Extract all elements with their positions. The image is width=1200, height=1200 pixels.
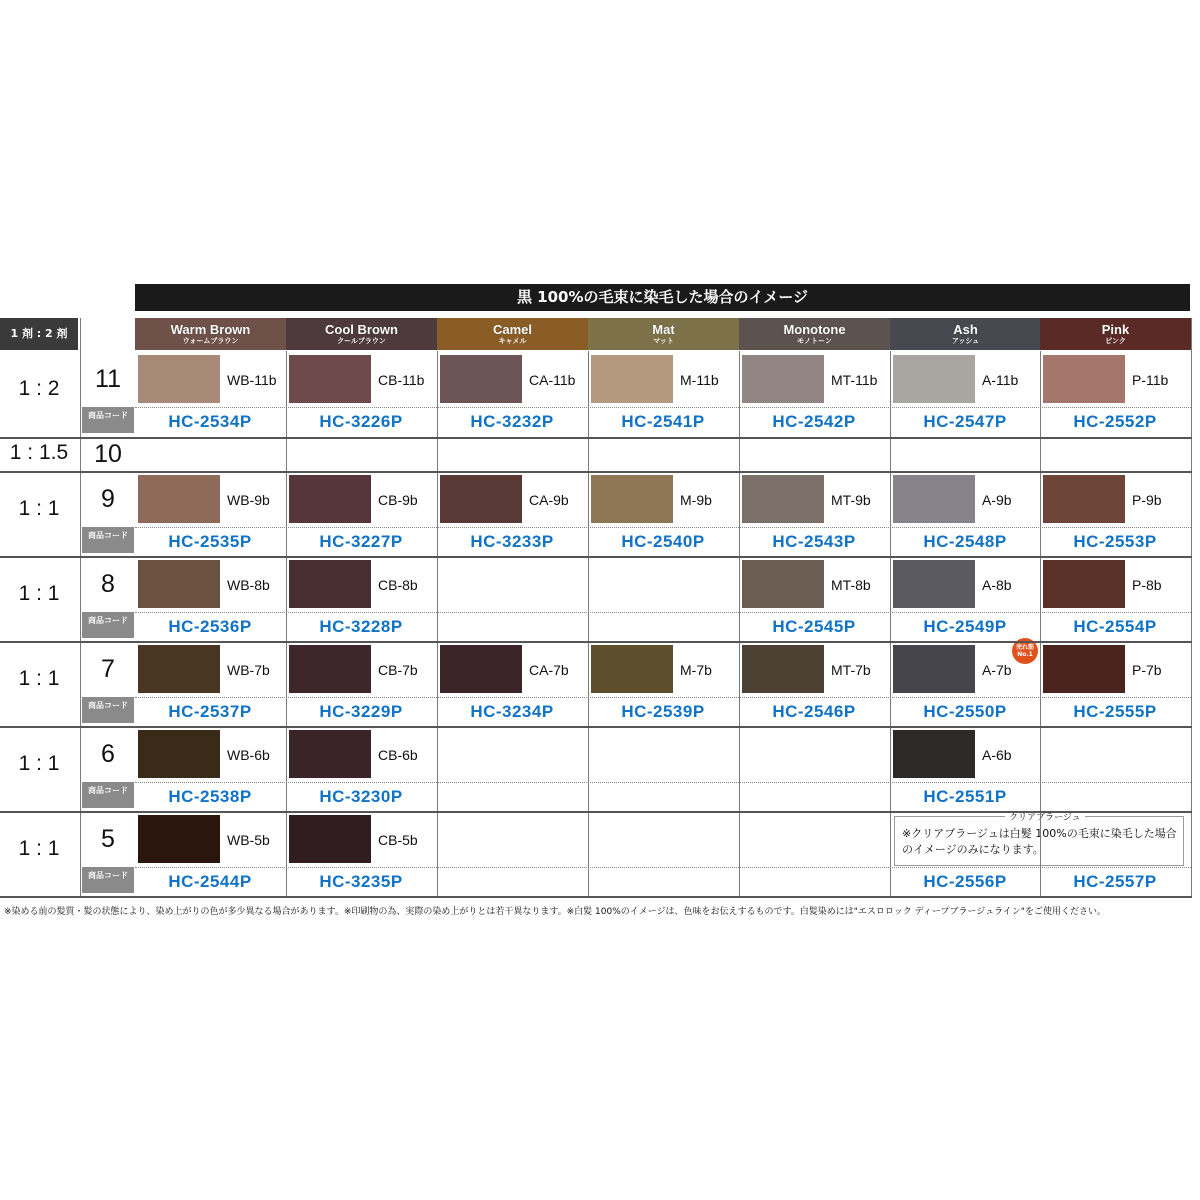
hair-swatch — [289, 815, 371, 863]
level-label: 8 — [101, 570, 115, 598]
hair-swatch — [742, 560, 824, 608]
clear-note-title: クリアブラージュ — [1005, 810, 1085, 823]
product-code: HC-2556P — [923, 872, 1007, 891]
shade-name: M-9b — [680, 492, 712, 508]
product-code: HC-2538P — [168, 787, 252, 806]
column-header — [135, 318, 286, 350]
column-header-jp: アッシュ — [951, 337, 980, 345]
shade-name: MT-7b — [831, 662, 871, 678]
product-code: HC-2552P — [1073, 412, 1157, 431]
code-label-badge: 商品コード — [82, 867, 134, 893]
product-code: HC-3232P — [470, 412, 554, 431]
hair-swatch — [289, 560, 371, 608]
hair-swatch — [138, 355, 220, 403]
level-label: 7 — [101, 655, 115, 683]
shade-name: CA-7b — [529, 662, 569, 678]
grid-line-vertical — [739, 351, 740, 896]
hair-swatch — [138, 815, 220, 863]
level-label: 9 — [101, 485, 115, 513]
ratio-header: 1 剤 : 2 剤 — [0, 318, 78, 350]
column-header — [890, 318, 1041, 350]
column-header-en: Warm Brown — [170, 322, 251, 337]
code-label-badge: 商品コード — [82, 697, 134, 723]
column-header-en: Mat — [652, 322, 675, 337]
code-label-badge: 商品コード — [82, 407, 134, 433]
code-label-badge: 商品コード — [82, 612, 134, 638]
shade-name: CA-11b — [529, 372, 576, 388]
shade-name: P-11b — [1132, 372, 1169, 388]
column-header-jp: キャメル — [498, 337, 527, 345]
grid-line-vertical — [1191, 318, 1192, 896]
shade-name: CB-11b — [378, 372, 425, 388]
shade-name: M-11b — [680, 372, 719, 388]
shade-name: CB-5b — [378, 832, 418, 848]
hair-swatch — [742, 645, 824, 693]
product-code: HC-2544P — [168, 872, 252, 891]
product-code: HC-2545P — [772, 617, 856, 636]
hair-swatch — [138, 560, 220, 608]
product-code: HC-3235P — [319, 872, 403, 891]
shade-name: P-7b — [1132, 662, 1162, 678]
hair-swatch — [893, 730, 975, 778]
grid-line-vertical — [80, 318, 81, 896]
product-code: HC-2547P — [923, 412, 1007, 431]
hair-swatch — [1043, 355, 1125, 403]
code-label-badge: 商品コード — [82, 782, 134, 808]
product-code: HC-3227P — [319, 532, 403, 551]
grid-line-dotted — [135, 697, 1191, 698]
column-header-en: Monotone — [783, 322, 846, 337]
product-code: HC-2553P — [1073, 532, 1157, 551]
grid-line-vertical — [588, 351, 589, 896]
product-code: HC-2554P — [1073, 617, 1157, 636]
shade-name: A-7b — [982, 662, 1012, 678]
shade-name: WB-9b — [227, 492, 270, 508]
shade-name: M-7b — [680, 662, 712, 678]
level-label: 11 — [95, 365, 121, 393]
product-code: HC-2535P — [168, 532, 252, 551]
product-code: HC-3233P — [470, 532, 554, 551]
grid-line-dotted — [135, 527, 1191, 528]
shade-name: P-9b — [1132, 492, 1162, 508]
product-code: HC-3228P — [319, 617, 403, 636]
column-header-en: Pink — [1101, 322, 1130, 337]
hair-swatch — [289, 730, 371, 778]
product-code: HC-2537P — [168, 702, 252, 721]
grid-line-vertical — [286, 351, 287, 896]
hair-swatch — [591, 645, 673, 693]
shade-name: WB-5b — [227, 832, 270, 848]
grid-line-horizontal — [0, 437, 1192, 439]
column-header-jp: マット — [653, 337, 674, 345]
bestseller-badge: 売れ筋 No.1 — [1012, 638, 1038, 664]
shade-name: A-9b — [982, 492, 1012, 508]
ratio-label: 1 : 1 — [18, 497, 60, 520]
hair-swatch — [591, 355, 673, 403]
shade-name: A-8b — [982, 577, 1012, 593]
shade-name: MT-9b — [831, 492, 871, 508]
column-header-jp: クールブラウン — [337, 337, 386, 345]
column-header-en: Camel — [492, 322, 533, 337]
column-header-en: Cool Brown — [325, 322, 398, 337]
code-label-badge: 商品コード — [82, 527, 134, 553]
product-code: HC-2548P — [923, 532, 1007, 551]
product-code: HC-2551P — [923, 787, 1007, 806]
ratio-label: 1 : 1 — [18, 667, 60, 690]
hair-swatch — [138, 730, 220, 778]
level-label: 6 — [101, 740, 115, 768]
hair-swatch — [289, 475, 371, 523]
product-code: HC-2546P — [772, 702, 856, 721]
ratio-label: 1 : 1.5 — [9, 441, 69, 464]
chart-title: 黒 100%の毛束に染毛した場合のイメージ — [135, 284, 1190, 311]
product-code: HC-2534P — [168, 412, 252, 431]
column-header — [588, 318, 739, 350]
column-header-jp: ウォームブラウン — [182, 337, 239, 345]
ratio-label: 1 : 1 — [18, 837, 60, 860]
ratio-label: 1 : 1 — [18, 582, 60, 605]
level-label: 10 — [94, 440, 122, 468]
ratio-label: 1 : 1 — [18, 752, 60, 775]
grid-line-vertical — [890, 351, 891, 896]
shade-name: MT-11b — [831, 372, 878, 388]
shade-name: P-8b — [1132, 577, 1162, 593]
hair-swatch — [893, 560, 975, 608]
hair-swatch — [742, 355, 824, 403]
grid-line-vertical — [1040, 351, 1041, 896]
product-code: HC-2540P — [621, 532, 705, 551]
column-header — [437, 318, 588, 350]
footnote: ※染める前の髪質・髪の状態により、染め上がりの色が多少異なる場合があります。※印刷物の為、実際の染め上がりとは若干異なります。※白髪 100%のイメージは、色味をお伝えするものです。白髪染めには"エスロロック ディープブラージュライン"をご使用ください。 — [4, 907, 1106, 917]
product-code: HC-2539P — [621, 702, 705, 721]
grid-line-dotted — [135, 867, 1191, 868]
grid-line-horizontal — [0, 896, 1192, 898]
hair-swatch — [138, 475, 220, 523]
shade-name: WB-11b — [227, 372, 277, 388]
product-code: HC-2557P — [1073, 872, 1157, 891]
hair-swatch — [893, 645, 975, 693]
shade-name: WB-8b — [227, 577, 270, 593]
grid-line-dotted — [135, 782, 1191, 783]
shade-name: CB-9b — [378, 492, 418, 508]
hair-swatch — [289, 355, 371, 403]
column-header-jp: ピンク — [1105, 337, 1126, 345]
grid-line-dotted — [135, 612, 1191, 613]
shade-name: CB-6b — [378, 747, 418, 763]
product-code: HC-2543P — [772, 532, 856, 551]
hair-swatch — [742, 475, 824, 523]
shade-name: WB-7b — [227, 662, 270, 678]
shade-name: MT-8b — [831, 577, 871, 593]
grid-line-horizontal — [0, 726, 1192, 728]
hair-swatch — [1043, 475, 1125, 523]
product-code: HC-2555P — [1073, 702, 1157, 721]
shade-name: A-6b — [982, 747, 1012, 763]
column-header-jp: モノトーン — [797, 337, 832, 345]
product-code: HC-3226P — [319, 412, 403, 431]
shade-name: A-11b — [982, 372, 1019, 388]
grid-line-horizontal — [0, 811, 1192, 813]
product-code: HC-2536P — [168, 617, 252, 636]
level-label: 5 — [101, 825, 115, 853]
hair-swatch — [1043, 560, 1125, 608]
product-code: HC-3234P — [470, 702, 554, 721]
grid-line-dotted — [135, 407, 1191, 408]
hair-swatch — [289, 645, 371, 693]
product-code: HC-2549P — [923, 617, 1007, 636]
product-code: HC-2542P — [772, 412, 856, 431]
shade-name: CB-8b — [378, 577, 418, 593]
product-code: HC-2541P — [621, 412, 705, 431]
hair-swatch — [440, 475, 522, 523]
product-code: HC-3230P — [319, 787, 403, 806]
hair-swatch — [893, 475, 975, 523]
shade-name: CB-7b — [378, 662, 418, 678]
grid-line-horizontal — [0, 471, 1192, 473]
hair-swatch — [440, 355, 522, 403]
column-header-en: Ash — [953, 322, 978, 337]
shade-name: WB-6b — [227, 747, 270, 763]
clear-note-text: ※クリアブラージュは白髪 100%の毛束に染毛した場合のイメージのみになります。 — [902, 827, 1177, 856]
product-code: HC-2550P — [923, 702, 1007, 721]
column-header — [739, 318, 890, 350]
grid-line-horizontal — [0, 556, 1192, 558]
hair-swatch — [138, 645, 220, 693]
hair-swatch — [893, 355, 975, 403]
column-header — [1040, 318, 1191, 350]
hair-swatch — [440, 645, 522, 693]
hair-swatch — [1043, 645, 1125, 693]
grid-line-horizontal — [0, 641, 1192, 643]
shade-name: CA-9b — [529, 492, 569, 508]
hair-swatch — [591, 475, 673, 523]
grid-line-vertical — [437, 351, 438, 896]
column-header — [286, 318, 437, 350]
ratio-label: 1 : 2 — [18, 377, 60, 400]
product-code: HC-3229P — [319, 702, 403, 721]
